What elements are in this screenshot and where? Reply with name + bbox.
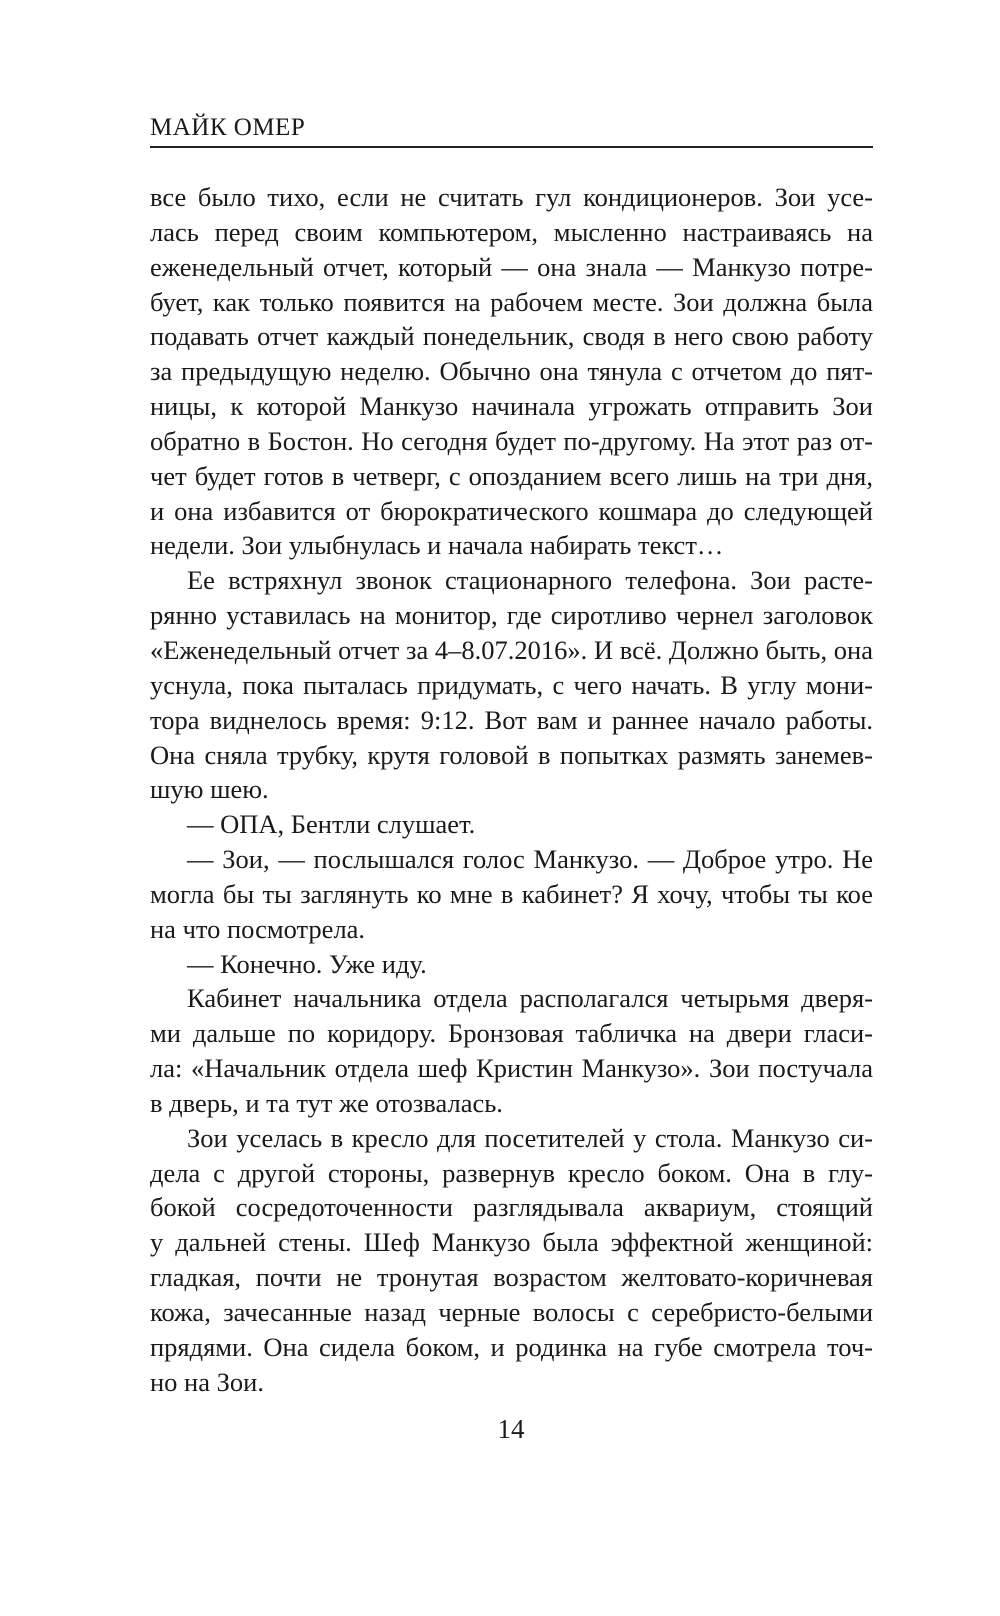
text-line: лась перед своим компьютером, мысленно настраиваясь на	[150, 216, 873, 247]
text-line: в дверь, и та тут же отозвалась.	[150, 1087, 503, 1118]
author-name: МАЙК ОМЕР	[150, 114, 306, 141]
text-line: — Конечно. Уже иду.	[187, 948, 427, 979]
text-line: могла бы ты заглянуть ко мне в кабинет? Я хочу, чтобы ты кое	[150, 878, 873, 909]
text-line: гладкая, почти не тронутая возрастом желтовато-коричневая	[150, 1262, 873, 1293]
text-line: — ОПА, Бентли слушает.	[187, 809, 476, 840]
text-line: на что посмотрела.	[150, 913, 366, 944]
text-line: и она избавится от бюрократического кошмара до следующей	[150, 495, 873, 526]
text-line: Она сняла трубку, крутя головой в попытках размять занемев-	[150, 739, 873, 770]
text-line: подавать отчет каждый понедельник, сводя в него свою работу	[150, 321, 873, 352]
text-line: ла: «Начальник отдела шеф Кристин Манкузо». Зои постучала	[150, 1053, 873, 1084]
text-line: чет будет готов в четверг, с опозданием всего лишь на три дня,	[150, 460, 873, 491]
text-line: бует, как только появится на рабочем месте. Зои должна была	[150, 286, 873, 317]
text-line: кожа, зачесанные назад черные волосы с серебристо-белыми	[150, 1297, 873, 1327]
running-header	[150, 112, 873, 148]
text-line: Кабинет начальника отдела располагался четырьмя дверя-	[187, 983, 873, 1014]
text-line: у дальней стены. Шеф Манкузо была эффектной женщиной:	[150, 1227, 873, 1258]
page-number: 14	[497, 1414, 525, 1444]
text-line: Зои уселась в кресло для посетителей у стола. Манкузо си-	[187, 1122, 873, 1153]
text-line: недели. Зои улыбнулась и начала набирать текст…	[150, 530, 724, 561]
text-line: все было тихо, если не считать гул кондиционеров. Зои усе-	[150, 182, 873, 212]
text-line: ми дальше по коридору. Бронзовая табличка на двери гласи-	[150, 1018, 873, 1049]
text-line: ницы, к которой Манкузо начинала угрожать отправить Зои	[150, 391, 873, 422]
text-line: уснула, пока пыталась придумать, с чего начать. В углу мони-	[150, 669, 873, 700]
text-line: но на Зои.	[150, 1366, 264, 1397]
text-line: за предыдущую неделю. Обычно она тянула с отчетом до пят-	[150, 356, 873, 387]
text-line: обратно в Бостон. Но сегодня будет по-другому. На этот раз от-	[150, 425, 873, 456]
text-line: шую шею.	[150, 774, 269, 805]
text-line: дела с другой стороны, развернув кресло боком. Она в глу-	[150, 1157, 873, 1188]
text-line: еженедельный отчет, который — она знала — Манкузо потре-	[150, 251, 873, 282]
page-body-text	[150, 180, 873, 1400]
text-line: «Еженедельный отчет за 4–8.07.2016». И всё. Должно быть, она	[150, 634, 873, 665]
text-line: Ее встряхнул звонок стационарного телефона. Зои расте-	[187, 565, 873, 596]
text-line: бокой сосредоточенности разглядывала аквариум, стоящий	[150, 1192, 873, 1223]
text-line: — Зои, — послышался голос Манкузо. — Доброе утро. Не	[187, 844, 873, 875]
text-line: тора виднелось время: 9:12. Вот вам и раннее начало работы.	[150, 704, 873, 735]
text-line: прядями. Она сидела боком, и родинка на губе смотрела точ-	[150, 1331, 873, 1362]
text-line: рянно уставилась на монитор, где сиротливо чернел заголовок	[150, 600, 873, 631]
